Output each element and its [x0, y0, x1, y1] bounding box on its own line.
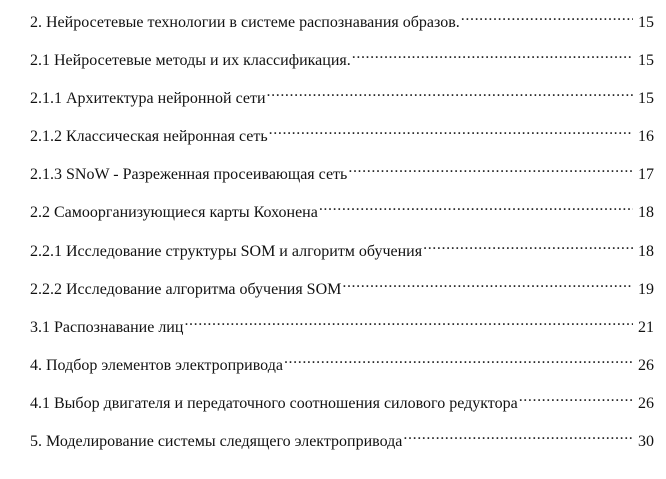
toc-dot-leader [352, 42, 633, 65]
toc-entry[interactable] [30, 423, 654, 451]
toc-entry-title: 4.1 Выбор двигателя и передаточного соотношения силового редуктора [30, 394, 518, 412]
toc-dot-leader [319, 194, 633, 217]
toc-entry-title: 3.1 Распознавание лиц [30, 318, 184, 336]
toc-entry[interactable] [30, 347, 654, 374]
toc-entry[interactable] [30, 156, 654, 184]
toc-dot-leader [461, 4, 633, 27]
toc-entry[interactable] [30, 194, 654, 222]
toc-page-number: 21 [638, 318, 654, 336]
toc-dot-leader [267, 80, 633, 103]
toc-page-number: 15 [638, 90, 654, 108]
toc-page-number: 18 [638, 204, 654, 222]
toc-entry[interactable] [30, 385, 654, 412]
toc-page-number: 16 [638, 128, 654, 146]
toc-dot-leader [423, 233, 633, 256]
toc-dot-leader [348, 156, 633, 179]
toc-page-number: 26 [638, 394, 654, 412]
toc-entry[interactable] [30, 4, 654, 31]
toc-entry[interactable] [30, 233, 654, 260]
toc-entry-title: 2.1.1 Архитектура нейронной сети [30, 90, 266, 108]
toc-dot-leader [403, 423, 633, 446]
toc-page-number: 26 [638, 356, 654, 374]
toc-entry[interactable] [30, 80, 654, 108]
toc-page-number: 30 [638, 433, 654, 451]
toc-entry-title: 2.1 Нейросетевые методы и их классификация. [30, 52, 351, 70]
toc-page-number: 19 [638, 280, 654, 298]
toc-page-number: 17 [638, 166, 654, 184]
toc-page-number: 15 [638, 52, 654, 70]
toc-entry-title: 2.1.2 Классическая нейронная сеть [30, 128, 268, 146]
table-of-contents [30, 4, 654, 461]
toc-dot-leader [284, 347, 633, 370]
toc-page-number: 15 [638, 14, 654, 31]
toc-entry[interactable] [30, 42, 654, 70]
toc-dot-leader [184, 309, 633, 332]
toc-entry[interactable] [30, 271, 654, 298]
toc-entry-title: 2.2.2 Исследование алгоритма обучения SOM [30, 280, 342, 298]
toc-entry-title: 2. Нейросетевые технологии в системе распознавания образов. [30, 14, 460, 31]
toc-entry-title: 2.2 Самоорганизующиеся карты Кохонена [30, 204, 318, 222]
toc-dot-leader [342, 271, 633, 294]
toc-entry-title: 2.1.3 SNoW - Разреженная просеивающая сеть [30, 166, 348, 184]
toc-dot-leader [519, 385, 633, 408]
toc-entry[interactable] [30, 309, 654, 336]
toc-entry-title: 4. Подбор элементов электропривода [30, 356, 283, 374]
toc-page-number: 18 [638, 242, 654, 260]
toc-entry-title: 2.2.1 Исследование структуры SOM и алгоритм обучения [30, 242, 423, 260]
toc-entry[interactable] [30, 118, 654, 146]
toc-entry-title: 5. Моделирование системы следящего электропривода [30, 433, 403, 451]
toc-dot-leader [269, 118, 633, 141]
